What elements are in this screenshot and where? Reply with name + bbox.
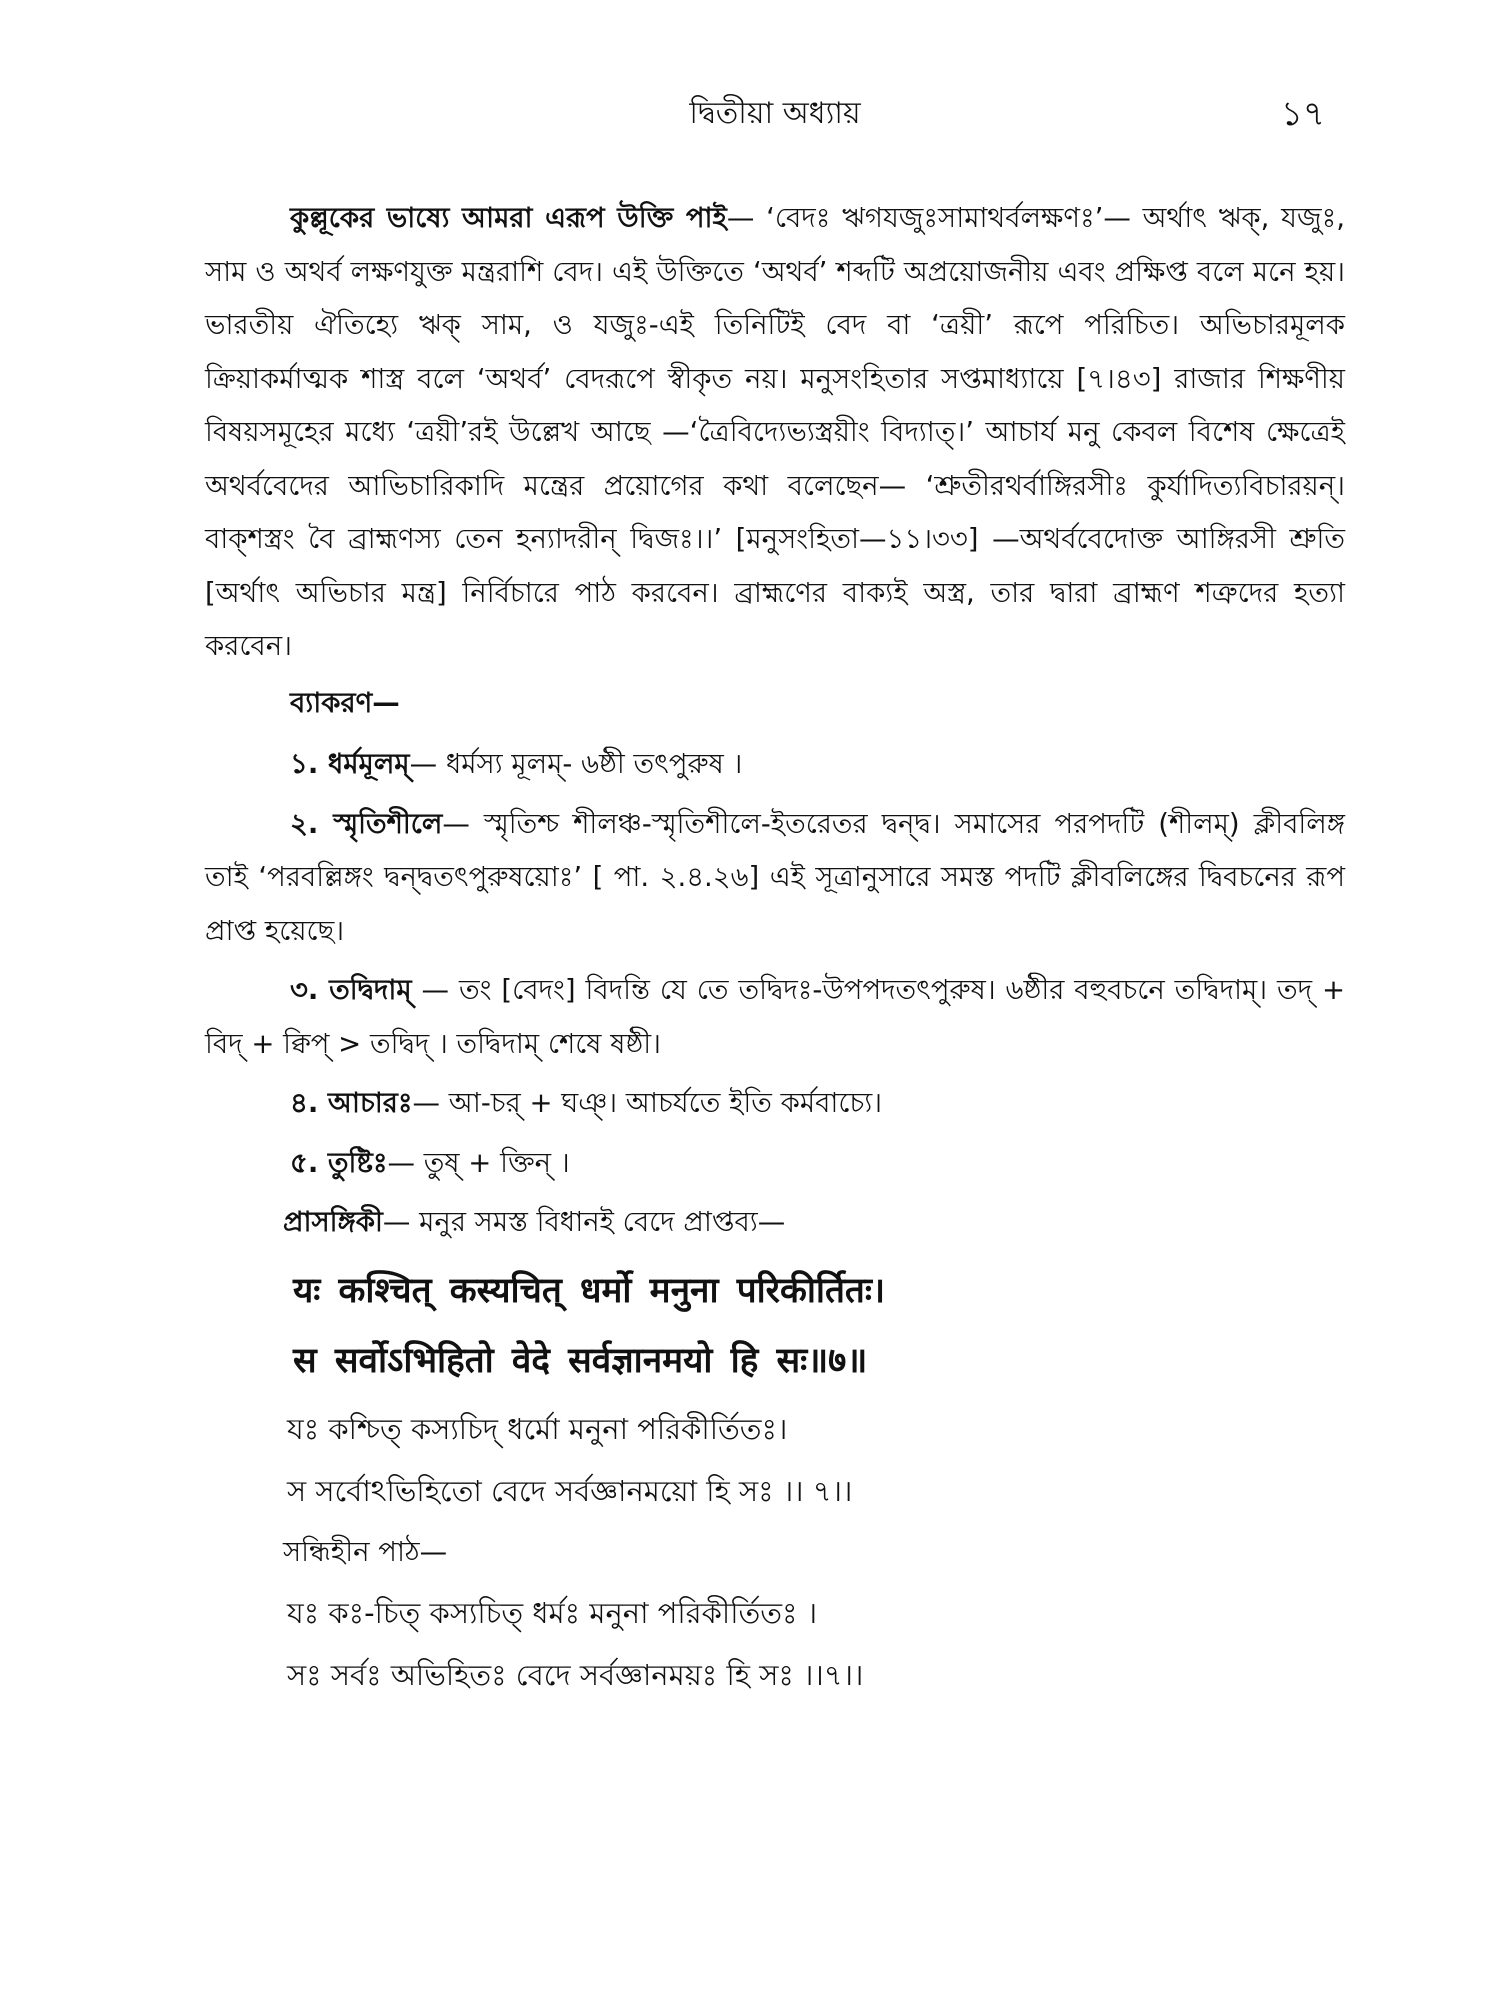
grammar-item <box>205 964 1345 1071</box>
bengali-verse-line: স সর্বোঽভিহিতো বেদে সর্বজ্ঞানময়ো হি সঃ ।। ৭।। <box>287 1473 853 1508</box>
grammar-text: — স্মৃতিশ্চ শীলঞ্চ-স্মৃতিশীলে-ইতরেতর দ্বন্দ্ব। সমাসের পরপদটি (শীলম্) ক্লীবলিঙ্গ তাই ‘পরবল্লিঙ্গং দ্বন্দ্বতৎপুরুষয়োঃ’ [ পা. ২.৪.২৬] এই সূত্রানুসারে সমস্ত পদটি ক্লীবলিঙ্গের দ্বিবচনের রূপ প্রাপ্ত হয়েছে। <box>205 807 1345 947</box>
prasangiki-term: প্রাসঙ্গিকী <box>283 1206 383 1238</box>
grammar-item <box>205 738 1345 792</box>
grammar-item <box>205 1077 1345 1131</box>
grammar-text: — আ-চর্ + ঘঞ্। আচর্যতে ইতি কর্মবাচ্যে। <box>412 1087 883 1119</box>
grammar-text: — ধর্মস্য মূলম্- ৬ষ্ঠী তৎপুরুষ । <box>409 748 743 780</box>
intro-paragraph <box>205 192 1345 674</box>
grammar-heading: ব্যাকরণ— <box>290 686 400 719</box>
prasangiki-text: — মনুর সমস্ত বিধানই বেদে প্রাপ্তব্য— <box>382 1206 786 1238</box>
bengali-verse-line: যঃ কশ্চিত্ কস্যচিদ্ ধর্মো মনুনা পরিকীর্তিতঃ। <box>287 1411 788 1446</box>
devanagari-verse-line: यः कश्चित् कस्यचित् धर्मो मनुना परिकीर्तितः। <box>293 1270 886 1311</box>
sandhi-heading: সন্ধিহীন পাঠ— <box>283 1535 448 1568</box>
page-number: ১৭ <box>1280 94 1325 134</box>
grammar-term: ৩. তদ্বিদাম্ <box>290 974 412 1006</box>
page-header <box>205 92 1345 142</box>
grammar-term: ৫. তুষ্টিঃ <box>290 1146 388 1179</box>
grammar-term: ৪. আচারঃ <box>290 1087 413 1119</box>
intro-lead: কুল্লূকের ভাষ্যে আমরা এরূপ উক্তি পাই <box>290 202 727 234</box>
grammar-item <box>205 798 1345 959</box>
intro-body: — ‘বেদঃ ঋগযজুঃসামাথর্বলক্ষণঃ’— অর্থাৎ ঋক্, যজুঃ, সাম ও অথর্ব লক্ষণযুক্ত মন্ত্ররাশি বেদ। এই উক্তিতে ‘অথর্ব’ শব্দটি অপ্রয়োজনীয় এবং প্রক্ষিপ্ত বলে মনে হয়। ভারতীয় ঐতিহ্যে ঋক্ সাম, ও যজুঃ-এই তিনিটিই বেদ বা ‘ত্রয়ী’ রূপে পরিচিত। অভিচারমূলক ক্রিয়াকর্মাত্মক শাস্ত্র বলে ‘অথর্ব’ বেদরূপে স্বীকৃত নয়। মনুসংহিতার সপ্তমাধ্যায়ে [৭।৪৩] রাজার শিক্ষণীয় বিষয়সমূহের মধ্যে ‘ত্রয়ী’রই উল্লেখ আছে —‘ত্রৈবিদ্যেভ্যস্ত্রয়ীং বিদ্যাত্।’ আচার্য মনু কেবল বিশেষ ক্ষেত্রেই অথর্ববেদের আভিচারিকাদি মন্ত্রের প্রয়োগের কথা বলেছেন— ‘শ্রুতীরথর্বাঙ্গিরসীঃ কুর্যাদিত্যবিচারয়ন্। বাক্শস্ত্রং বৈ ব্রাহ্মণস্য তেন হন্যাদরীন্ দ্বিজঃ।।’ [মনুসংহিতা—১১।৩৩] —অথর্ববেদোক্ত আঙ্গিরসী শ্রুতি [অর্থাৎ অভিচার মন্ত্র] নির্বিচারে পাঠ করবেন। ব্রাহ্মণের বাক্যই অস্ত্র, তার দ্বারা ব্রাহ্মণ শত্রুদের হত্যা করবেন। <box>205 202 1345 662</box>
sandhi-line: সঃ সর্বঃ অভিহিতঃ বেদে সর্বজ্ঞানময়ঃ হি সঃ ।।৭।। <box>287 1657 864 1692</box>
grammar-term: ২. স্মৃতিশীলে <box>290 807 443 840</box>
page-body <box>205 192 1345 1710</box>
sandhi-line: যঃ কঃ-চিত্ কস্যচিত্ ধর্মঃ মনুনা পরিকীর্তিতঃ । <box>287 1595 818 1630</box>
grammar-item <box>205 1137 1345 1191</box>
devanagari-verse-line: स सर्वोऽभिहितो वेदे सर्वज्ञानमयो हि सः॥७॥ <box>293 1340 868 1381</box>
grammar-text: — তুষ্ + ক্তিন্ । <box>387 1146 570 1179</box>
running-head: দ্বিতীয়া অধ্যায় <box>689 96 861 131</box>
grammar-term: ১. ধর্মমূলম্ <box>290 748 410 780</box>
grammar-text: — তং [বেদং] বিদন্তি যে তে তদ্বিদঃ-উপপদতৎপুরুষ। ৬ষ্ঠীর বহুবচনে তদ্বিদাম্। তদ্ + বিদ্ + ক্বিপ্ > তদ্বিদ্ । তদ্বিদাম্ শেষে ষষ্ঠী। <box>205 974 1346 1060</box>
prasangiki-line <box>283 1196 1345 1250</box>
